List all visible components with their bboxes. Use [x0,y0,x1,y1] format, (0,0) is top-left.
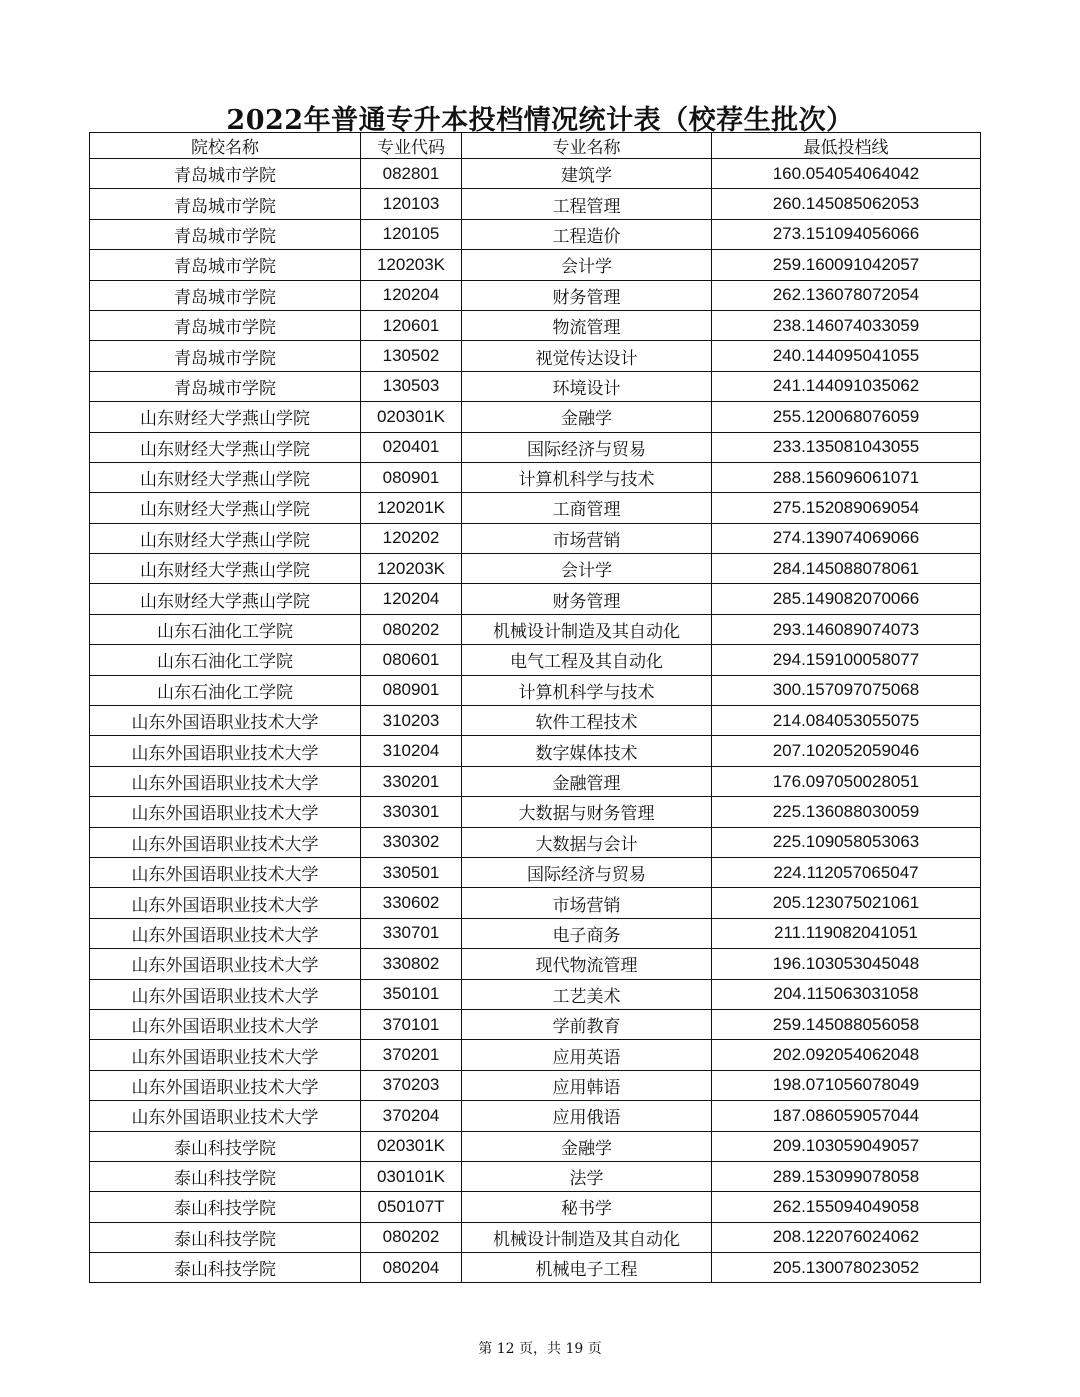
cell-min-score: 214.084053055075 [712,706,981,736]
table-row [90,614,981,644]
table-row [90,1040,981,1070]
table-row [90,888,981,918]
table-header-row [90,133,981,159]
table-row [90,462,981,492]
cell-major-code: 020401 [361,432,462,462]
cell-major-name: 工商管理 [462,493,712,523]
cell-major-name: 财务管理 [462,280,712,310]
cell-major-code: 370204 [361,1101,462,1131]
cell-major-name: 金融学 [462,1131,712,1161]
cell-major-name: 软件工程技术 [462,706,712,736]
table-row [90,159,981,189]
cell-major-code: 120201K [361,493,462,523]
cell-school-name: 山东外国语职业技术大学 [90,736,361,766]
cell-major-name: 物流管理 [462,310,712,340]
cell-school-name: 青岛城市学院 [90,159,361,189]
cell-school-name: 山东外国语职业技术大学 [90,797,361,827]
cell-school-name: 山东外国语职业技术大学 [90,979,361,1009]
cell-min-score: 300.157097075068 [712,675,981,705]
cell-major-code: 130502 [361,341,462,371]
cell-school-name: 山东外国语职业技术大学 [90,949,361,979]
cell-major-name: 工艺美术 [462,979,712,1009]
cell-major-code: 330802 [361,949,462,979]
cell-major-name: 金融学 [462,402,712,432]
cell-school-name: 泰山科技学院 [90,1161,361,1191]
cell-major-code: 350101 [361,979,462,1009]
table-row [90,918,981,948]
cell-min-score: 288.156096061071 [712,462,981,492]
cell-major-name: 现代物流管理 [462,949,712,979]
cell-min-score: 260.145085062053 [712,189,981,219]
cell-major-code: 020301K [361,1131,462,1161]
cell-min-score: 284.145088078061 [712,554,981,584]
cell-major-code: 370201 [361,1040,462,1070]
cell-school-name: 山东外国语职业技术大学 [90,766,361,796]
table-row [90,584,981,614]
cell-min-score: 196.103053045048 [712,949,981,979]
table-row [90,827,981,857]
cell-min-score: 240.144095041055 [712,341,981,371]
cell-major-code: 330501 [361,857,462,887]
cell-major-code: 330201 [361,766,462,796]
cell-major-name: 工程管理 [462,189,712,219]
cell-major-code: 310203 [361,706,462,736]
cell-min-score: 289.153099078058 [712,1161,981,1191]
cell-min-score: 274.139074069066 [712,523,981,553]
cell-min-score: 176.097050028051 [712,766,981,796]
cell-major-code: 080202 [361,614,462,644]
table-row [90,432,981,462]
cell-min-score: 225.109058053063 [712,827,981,857]
cell-major-code: 050107T [361,1192,462,1222]
cell-major-name: 大数据与财务管理 [462,797,712,827]
table-row [90,189,981,219]
cell-min-score: 225.136088030059 [712,797,981,827]
table-row [90,1253,981,1283]
table-row [90,645,981,675]
cell-major-name: 机械电子工程 [462,1253,712,1283]
cell-school-name: 山东财经大学燕山学院 [90,584,361,614]
table-body [90,159,981,1283]
table-row [90,736,981,766]
cell-min-score: 233.135081043055 [712,432,981,462]
cell-min-score: 262.155094049058 [712,1192,981,1222]
cell-major-code: 120204 [361,584,462,614]
cell-min-score: 202.092054062048 [712,1040,981,1070]
cell-major-name: 建筑学 [462,159,712,189]
cell-major-code: 120204 [361,280,462,310]
cell-major-code: 310204 [361,736,462,766]
table-row [90,523,981,553]
cell-school-name: 青岛城市学院 [90,219,361,249]
table-row [90,219,981,249]
cell-min-score: 273.151094056066 [712,219,981,249]
table-row [90,1192,981,1222]
cell-min-score: 205.123075021061 [712,888,981,918]
cell-school-name: 山东外国语职业技术大学 [90,1040,361,1070]
cell-school-name: 山东外国语职业技术大学 [90,888,361,918]
cell-major-name: 大数据与会计 [462,827,712,857]
cell-major-name: 数字媒体技术 [462,736,712,766]
table-row [90,341,981,371]
cell-major-code: 120601 [361,310,462,340]
cell-major-code: 330701 [361,918,462,948]
cell-school-name: 山东石油化工学院 [90,645,361,675]
cell-min-score: 207.102052059046 [712,736,981,766]
cell-min-score: 259.145088056058 [712,1009,981,1039]
cell-min-score: 211.119082041051 [712,918,981,948]
cell-major-name: 会计学 [462,554,712,584]
cell-min-score: 262.136078072054 [712,280,981,310]
cell-major-code: 330302 [361,827,462,857]
header-school-name: 院校名称 [90,133,361,159]
cell-min-score: 160.054054064042 [712,159,981,189]
cell-school-name: 山东财经大学燕山学院 [90,462,361,492]
table-row [90,1161,981,1191]
header-major-name: 专业名称 [462,133,712,159]
cell-school-name: 山东外国语职业技术大学 [90,706,361,736]
cell-school-name: 泰山科技学院 [90,1253,361,1283]
table-row [90,675,981,705]
table-row [90,250,981,280]
cell-min-score: 294.159100058077 [712,645,981,675]
cell-major-name: 学前教育 [462,1009,712,1039]
cell-major-name: 视觉传达设计 [462,341,712,371]
cell-major-code: 120105 [361,219,462,249]
cell-school-name: 山东外国语职业技术大学 [90,1101,361,1131]
cell-min-score: 205.130078023052 [712,1253,981,1283]
cell-school-name: 青岛城市学院 [90,250,361,280]
table-row [90,1131,981,1161]
cell-major-code: 020301K [361,402,462,432]
cell-school-name: 山东财经大学燕山学院 [90,493,361,523]
table-row [90,402,981,432]
cell-min-score: 208.122076024062 [712,1222,981,1252]
cell-major-name: 会计学 [462,250,712,280]
table-row [90,371,981,401]
cell-school-name: 泰山科技学院 [90,1192,361,1222]
cell-major-name: 财务管理 [462,584,712,614]
cell-major-name: 应用英语 [462,1040,712,1070]
cell-min-score: 255.120068076059 [712,402,981,432]
cell-school-name: 青岛城市学院 [90,189,361,219]
cell-min-score: 224.112057065047 [712,857,981,887]
cell-school-name: 泰山科技学院 [90,1222,361,1252]
header-major-code: 专业代码 [361,133,462,159]
cell-major-name: 法学 [462,1161,712,1191]
cell-min-score: 238.146074033059 [712,310,981,340]
cell-school-name: 山东财经大学燕山学院 [90,554,361,584]
cell-school-name: 山东财经大学燕山学院 [90,402,361,432]
table-row [90,493,981,523]
table-row [90,1222,981,1252]
cell-major-name: 电子商务 [462,918,712,948]
cell-major-name: 国际经济与贸易 [462,857,712,887]
table-row [90,857,981,887]
cell-major-name: 应用韩语 [462,1070,712,1100]
cell-school-name: 山东石油化工学院 [90,614,361,644]
cell-major-code: 080901 [361,462,462,492]
cell-major-code: 082801 [361,159,462,189]
cell-major-name: 电气工程及其自动化 [462,645,712,675]
cell-school-name: 山东外国语职业技术大学 [90,857,361,887]
table-row [90,706,981,736]
cell-major-name: 市场营销 [462,888,712,918]
cell-school-name: 山东财经大学燕山学院 [90,432,361,462]
table-row [90,1009,981,1039]
table-row [90,797,981,827]
cell-major-code: 080901 [361,675,462,705]
cell-major-name: 工程造价 [462,219,712,249]
table-row [90,979,981,1009]
cell-school-name: 山东石油化工学院 [90,675,361,705]
cell-major-name: 秘书学 [462,1192,712,1222]
cell-min-score: 198.071056078049 [712,1070,981,1100]
cell-major-name: 市场营销 [462,523,712,553]
cell-school-name: 山东外国语职业技术大学 [90,827,361,857]
table-row [90,949,981,979]
cell-major-name: 计算机科学与技术 [462,462,712,492]
cell-school-name: 山东外国语职业技术大学 [90,918,361,948]
cell-major-code: 030101K [361,1161,462,1191]
cell-school-name: 山东外国语职业技术大学 [90,1070,361,1100]
cell-major-code: 080202 [361,1222,462,1252]
table-row [90,766,981,796]
cell-school-name: 山东外国语职业技术大学 [90,1009,361,1039]
table-row [90,554,981,584]
cell-major-code: 120203K [361,554,462,584]
cell-major-code: 130503 [361,371,462,401]
table-row [90,310,981,340]
cell-major-code: 120202 [361,523,462,553]
cell-school-name: 泰山科技学院 [90,1131,361,1161]
cell-min-score: 241.144091035062 [712,371,981,401]
cell-major-code: 370203 [361,1070,462,1100]
table-row [90,280,981,310]
header-min-score: 最低投档线 [712,133,981,159]
page-title: 2022年普通专升本投档情况统计表（校荐生批次） [226,105,854,136]
cell-major-name: 机械设计制造及其自动化 [462,614,712,644]
cell-school-name: 青岛城市学院 [90,341,361,371]
cell-major-name: 金融管理 [462,766,712,796]
admission-table [89,132,981,1283]
cell-min-score: 275.152089069054 [712,493,981,523]
cell-min-score: 204.115063031058 [712,979,981,1009]
cell-major-name: 计算机科学与技术 [462,675,712,705]
cell-major-code: 120203K [361,250,462,280]
table-row [90,1101,981,1131]
cell-min-score: 187.086059057044 [712,1101,981,1131]
cell-major-code: 370101 [361,1009,462,1039]
cell-min-score: 259.160091042057 [712,250,981,280]
cell-min-score: 209.103059049057 [712,1131,981,1161]
cell-school-name: 山东财经大学燕山学院 [90,523,361,553]
cell-school-name: 青岛城市学院 [90,371,361,401]
cell-major-name: 应用俄语 [462,1101,712,1131]
cell-major-name: 国际经济与贸易 [462,432,712,462]
cell-major-code: 330301 [361,797,462,827]
table-row [90,1070,981,1100]
cell-school-name: 青岛城市学院 [90,310,361,340]
cell-major-code: 330602 [361,888,462,918]
cell-school-name: 青岛城市学院 [90,280,361,310]
page-footer: 第 12 页，共 19 页 [478,1341,602,1357]
cell-major-code: 080204 [361,1253,462,1283]
cell-major-name: 机械设计制造及其自动化 [462,1222,712,1252]
cell-min-score: 285.149082070066 [712,584,981,614]
cell-major-name: 环境设计 [462,371,712,401]
cell-major-code: 120103 [361,189,462,219]
cell-min-score: 293.146089074073 [712,614,981,644]
cell-major-code: 080601 [361,645,462,675]
